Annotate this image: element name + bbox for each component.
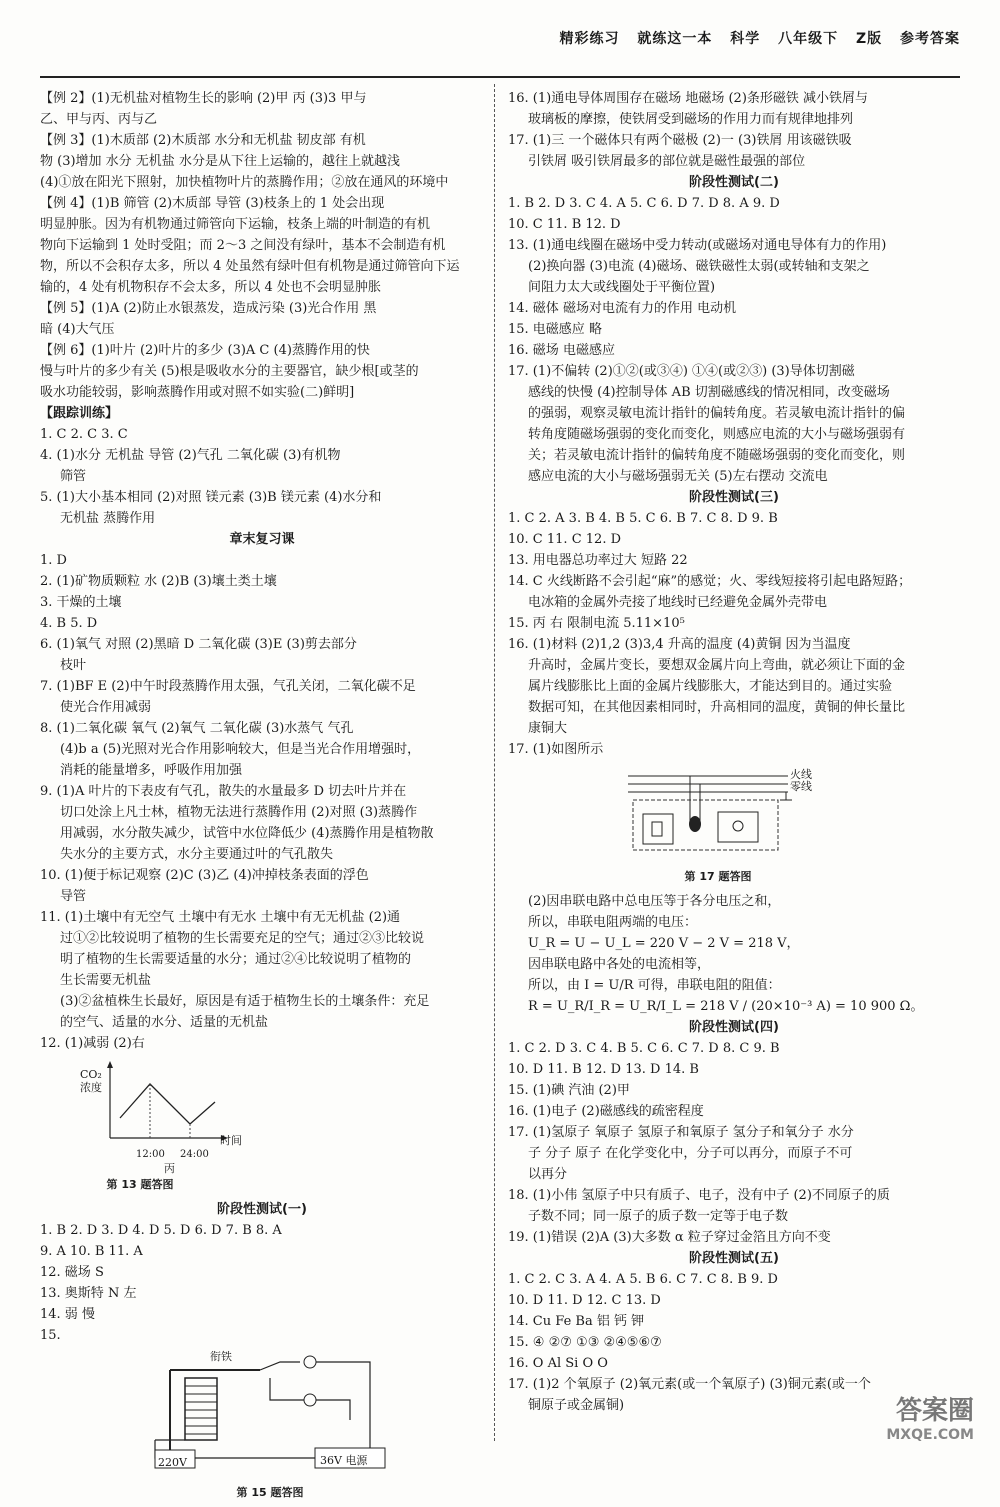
answer-line: 【例 2】(1)无机盐对植物生长的影响 (2)甲 丙 (3)3 甲与: [40, 91, 367, 106]
answer-line: 过①②比较说明了植物的生长需要充足的空气；通过②③比较说: [60, 931, 425, 946]
header-item: 八年级下: [778, 31, 839, 47]
answer-line: 【例 3】(1)木质部 (2)木质部 水分和无机盐 韧皮部 有机: [40, 133, 366, 148]
answer-line: 子数不同；同一原子的质子数一定等于电子数: [528, 1209, 789, 1224]
answer-line: 1. B 2. D 3. C 4. A 5. C 6. D 7. D 8. A 9. D: [508, 196, 780, 211]
answer-line: 1. C 2. C 3. C: [40, 427, 128, 442]
answer-line: 明显肿胀。因为有机物通过筛管向下运输，枝条上端的叶制造的有机: [40, 217, 431, 232]
answer-line: 4. B 5. D: [40, 616, 98, 631]
answer-line: 感应电流的大小与磁场强弱无关 (5)左右摆动 交流电: [528, 469, 828, 484]
answer-line: 用减弱，水分散失减少，试管中水位降低少 (4)蒸腾作用是植物散: [60, 826, 434, 841]
answer-line: (2)换向器 (3)电流 (4)磁场、磁铁磁性太弱(或转轴和支架之: [528, 259, 870, 274]
answer-line: 物，所以不会积存太多，所以 4 处虽然有绿叶但有机物是通过筛管向下运: [40, 259, 460, 274]
header-item: 就练这一本: [637, 31, 713, 47]
answer-line: 16. 磁场 电磁感应: [508, 343, 615, 358]
answer-line: 电冰箱的金属外壳接了地线时已经避免金属外壳带电: [528, 595, 828, 610]
answer-line: 玻璃板的摩擦，使铁屑受到磁场的作用力而有规律地排列: [528, 112, 854, 127]
answer-line: 17. (1)如图所示: [508, 742, 604, 757]
figure-15: [150, 1350, 484, 1503]
answer-line: 【跟踪训练】: [40, 406, 119, 421]
answer-line: 15. 电磁感应 略: [508, 322, 602, 337]
answer-line: 消耗的能量增多，呼吸作用加强: [60, 763, 243, 778]
answer-line: 乙、甲与丙、丙与乙: [40, 112, 158, 127]
answer-line: 15.: [40, 1328, 61, 1343]
armature-label: 衔铁: [210, 1350, 232, 1363]
page-header: [547, 28, 960, 48]
answer-line: 慢与叶片的多少有关 (5)根是吸收水分的主要器官，缺少根[或茎的: [40, 364, 419, 379]
answer-line: 关；若灵敏电流计指针的偏转角度不随磁场强弱的变化而变化，则: [528, 448, 906, 463]
answer-line: 以再分: [528, 1167, 568, 1182]
wiring-diagram: [628, 764, 808, 859]
answer-line: 无机盐 蒸腾作用: [60, 511, 156, 526]
column-divider: [494, 84, 495, 1441]
answer-line: 【例 6】(1)叶片 (2)叶片的多少 (3)A C (4)蒸腾作用的快: [40, 343, 370, 358]
answer-line: 13. 用电器总功率过大 短路 22: [508, 553, 688, 568]
figure-caption: 第 15 题答图: [236, 1486, 304, 1499]
figure-caption: 第 13 题答图: [106, 1178, 174, 1191]
answer-line: 17. (1)不偏转 (2)①②(或③④) ①④(或②③) (3)导体切割磁: [508, 364, 855, 379]
answer-line: 物 (3)增加 水分 无机盐 水分是从下往上运输的，越往上就越浅: [40, 154, 400, 169]
answer-line: 4. (1)水分 无机盐 导管 (2)气孔 二氧化碳 (3)有机物: [40, 448, 341, 463]
answer-line: 14. 弱 慢: [40, 1307, 95, 1322]
answer-line: 【例 5】(1)A (2)防止水银蒸发，造成污染 (3)光合作用 黑: [40, 301, 377, 316]
section-heading: 阶段性测试(三): [689, 490, 779, 505]
answer-line: 5. (1)大小基本相同 (2)对照 镁元素 (3)B 镁元素 (4)水分和: [40, 490, 382, 505]
figure-caption: 第 17 题答图: [684, 870, 752, 883]
figure-17: [628, 764, 960, 887]
right-column: [508, 88, 960, 1416]
answer-line: 铜原子或金属铜): [528, 1398, 625, 1413]
answer-line: 暗 (4)大气压: [40, 322, 115, 337]
co2-graph: [40, 1058, 240, 1153]
answer-line: 属片线膨胀比上面的金属片线膨胀大，才能达到目的。通过实验: [528, 679, 893, 694]
answer-line: 16. (1)通电导体周围存在磁场 地磁场 (2)条形磁铁 减小铁屑与: [508, 91, 869, 106]
answer-line: 康铜大: [528, 721, 568, 736]
answer-line: 引铁屑 吸引铁屑最多的部位就是磁性最强的部位: [528, 154, 806, 169]
answer-line: 10. D 11. B 12. D 13. D 14. B: [508, 1062, 699, 1077]
answer-line: 3. 干燥的土壤: [40, 595, 122, 610]
answer-line: 1. C 2. A 3. B 4. B 5. C 6. B 7. C 8. D 9. B: [508, 511, 778, 526]
answer-line: 10. C 11. C 12. D: [508, 532, 622, 547]
answer-line: 1. C 2. D 3. C 4. B 5. C 6. C 7. D 8. C 9. B: [508, 1041, 780, 1056]
left-column: [40, 88, 484, 1507]
answer-line: 因串联电路中各处的电流相等，: [528, 957, 711, 972]
answer-line: 15. 丙 右 限制电流 5.11×10⁵: [508, 616, 685, 631]
graph-x-label: 时间: [220, 1134, 242, 1147]
answer-line: 8. (1)二氧化碳 氧气 (2)氧气 二氧化碳 (3)水蒸气 气孔: [40, 721, 354, 736]
answer-line: 所以，由 I = U/R 可得，串联电阻的阻值：: [528, 978, 781, 993]
answer-line: 9. (1)A 叶片的下表皮有气孔，散失的水量最多 D 切去叶片并在: [40, 784, 407, 799]
answer-line: 切口处涂上凡士林，植物无法进行蒸腾作用 (2)对照 (3)蒸腾作: [60, 805, 418, 820]
answer-line: 16. O Al Si O O: [508, 1356, 608, 1371]
answer-line: 使光合作用减弱: [60, 700, 152, 715]
graph-tick-2: 24:00: [180, 1149, 209, 1160]
answer-line: 明了植物的生长需要适量的水分；通过②④比较说明了植物的: [60, 952, 412, 967]
answer-line: (4)b a (5)光照对光合作用影响较大，但是当光合作用增强时，: [60, 742, 421, 757]
voltage-36: 36V 电源: [320, 1454, 368, 1467]
graph-y-label: CO₂浓度: [80, 1068, 102, 1094]
answer-line: 10. C 11. B 12. D: [508, 217, 621, 232]
answer-line: 15. (1)碘 汽油 (2)甲: [508, 1083, 630, 1098]
answer-line: 11. (1)土壤中有无空气 土壤中有无水 土壤中有无无机盐 (2)通: [40, 910, 401, 925]
answer-line: 1. C 2. C 3. A 4. A 5. B 6. C 7. C 8. B 9. D: [508, 1272, 778, 1287]
header-item: 科学: [730, 31, 761, 47]
section-heading: 阶段性测试(一): [217, 1202, 307, 1217]
answer-line: 感线的快慢 (4)控制导体 AB 切割磁感线的情况相同，改变磁场: [528, 385, 890, 400]
graph-label: 丙: [164, 1162, 175, 1175]
answer-line: (4)①放在阳光下照射，加快植物叶片的蒸腾作用；②放在通风的环境中: [40, 175, 449, 190]
answer-line: 9. A 10. B 11. A: [40, 1244, 143, 1259]
answer-line: 枝叶: [60, 658, 87, 673]
header-rule: [40, 76, 960, 78]
answer-line: 16. (1)材料 (2)1,2 (3)3,4 升高的温度 (4)黄铜 因为当温度: [508, 637, 851, 652]
answer-line: 6. (1)氧气 对照 (2)黑暗 D 二氧化碳 (3)E (3)剪去部分: [40, 637, 357, 652]
header-item: 参考答案: [900, 31, 960, 47]
header-item: 精彩练习: [559, 31, 620, 47]
answer-line: (2)因串联电路中总电压等于各分电压之和，: [528, 894, 781, 909]
section-heading: 阶段性测试(四): [689, 1020, 779, 1035]
answer-line: 16. (1)电子 (2)磁感线的疏密程度: [508, 1104, 704, 1119]
section-heading: 章末复习课: [229, 532, 295, 547]
answer-line: 18. (1)小伟 氢原子中只有质子、电子，没有中子 (2)不同原子的质: [508, 1188, 890, 1203]
answer-line: 生长需要无机盐: [60, 973, 152, 988]
answer-line: 子 分子 原子 在化学变化中，分子可以再分，而原子不可: [528, 1146, 853, 1161]
answer-line: 15. ④ ②⑦ ①③ ②④⑤⑥⑦: [508, 1335, 662, 1350]
answer-line: 14. C 火线断路不会引起“麻”的感觉；火、零线短接将引起电路短路；: [508, 574, 912, 589]
answer-line: 19. (1)错误 (2)A (3)大多数 α 粒子穿过金箔且方向不变: [508, 1230, 831, 1245]
answer-line: 10. (1)便于标记观察 (2)C (3)乙 (4)冲掉枝条表面的浮色: [40, 868, 369, 883]
answer-line: 2. (1)矿物质颗粒 水 (2)B (3)壤土类土壤: [40, 574, 277, 589]
answer-line: 间阻力太大或线圈处于平衡位置): [528, 280, 716, 295]
answer-line: 12. (1)减弱 (2)右: [40, 1036, 145, 1051]
answer-line: 筛管: [60, 469, 87, 484]
answer-line: 的空气、适量的水分、适量的无机盐: [60, 1015, 269, 1030]
header-item: Z版: [855, 31, 883, 47]
answer-line: (3)②盆植株生长最好，原因是有适于植物生长的土壤条件：充足: [60, 994, 430, 1009]
voltage-220: 220V: [158, 1456, 187, 1469]
answer-line: 14. Cu Fe Ba 铝 钙 钾: [508, 1314, 645, 1329]
answer-line: 所以，串联电阻两端的电压：: [528, 915, 698, 930]
answer-line: 13. (1)通电线圈在磁场中受力转动(或磁场对通电导体有力的作用): [508, 238, 887, 253]
live-wire-label: 火线: [790, 768, 812, 781]
answer-line: 升高时，金属片变长，要想双金属片向上弯曲，就必须让下面的金: [528, 658, 906, 673]
answer-line: 吸水功能较弱，影响蒸腾作用或对照不如实验(二)鲜明]: [40, 385, 355, 400]
answer-line: 的强弱，观察灵敏电流计指针的偏转角度。若灵敏电流计指针的偏: [528, 406, 906, 421]
section-heading: 阶段性测试(二): [689, 175, 779, 190]
graph-tick-1: 12:00: [136, 1149, 165, 1160]
answer-line: U_R = U − U_L = 220 V − 2 V = 218 V，: [528, 936, 800, 951]
site-watermark: 答案圈 MXQE.COM: [886, 1396, 974, 1443]
answer-line: 物向下运输到 1 处时受阻；而 2～3 之间没有绿叶，基本不会制造有机: [40, 238, 446, 253]
neutral-wire-label: 零线: [790, 780, 812, 793]
answer-line: 1. D: [40, 553, 67, 568]
answer-line: 【例 4】(1)B 筛管 (2)木质部 导管 (3)枝条上的 1 处会出现: [40, 196, 385, 211]
answer-line: 10. D 11. D 12. C 13. D: [508, 1293, 661, 1308]
answer-line: 7. (1)BF E (2)中午时段蒸腾作用太强，气孔关闭，二氧化碳不足: [40, 679, 416, 694]
answer-line: 转角度随磁场强弱的变化而变化，则感应电流的大小与磁场强弱有: [528, 427, 906, 442]
answer-line: 17. (1)氢原子 氧原子 氢原子和氧原子 氢分子和氧分子 水分: [508, 1125, 854, 1140]
answer-line: R = U_R/I_R = U_R/I_L = 218 V / (20×10⁻³ A) = 10 900 Ω。: [528, 999, 924, 1014]
answer-line: 导管: [60, 889, 87, 904]
answer-line: 失水分的主要方式，水分主要通过叶的气孔散失: [60, 847, 334, 862]
answer-line: 13. 奥斯特 N 左: [40, 1286, 137, 1301]
answer-line: 1. B 2. D 3. D 4. D 5. D 6. D 7. B 8. A: [40, 1223, 282, 1238]
answer-line: 数据可知，在其他因素相同时，升高相同的温度，黄铜的伸长量比: [528, 700, 906, 715]
answer-line: 12. 磁场 S: [40, 1265, 104, 1280]
answer-line: 14. 磁体 磁场对电流有力的作用 电动机: [508, 301, 737, 316]
answer-line: 输的，4 处有机物积存不会太多，所以 4 处也不会明显肿胀: [40, 280, 381, 295]
figure-13: [40, 1058, 484, 1195]
answer-line: 17. (1)2 个氧原子 (2)氧元素(或一个氧原子) (3)铜元素(或一个: [508, 1377, 871, 1392]
section-heading: 阶段性测试(五): [689, 1251, 779, 1266]
answer-line: 17. (1)三 一个磁体只有两个磁极 (2)一 (3)铁屑 用该磁铁吸: [508, 133, 852, 148]
